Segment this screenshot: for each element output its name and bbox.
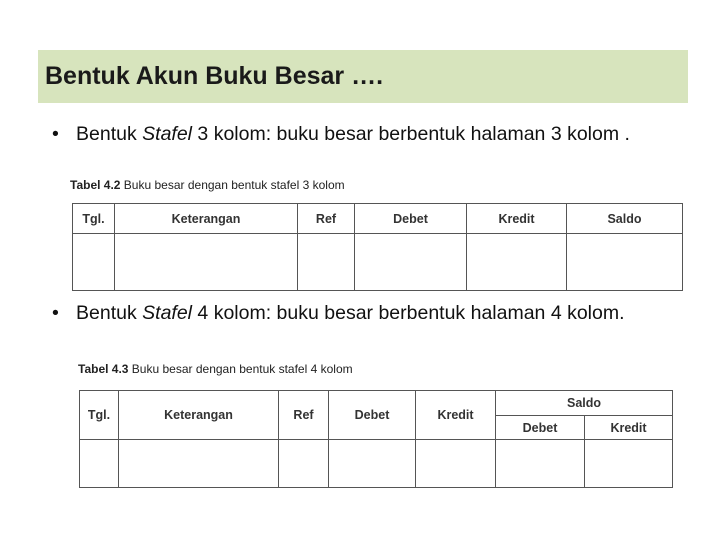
bullet-prefix: Bentuk [76,123,143,145]
table1-caption [70,178,345,192]
header-tgl: Tgl. [73,204,115,234]
table-cell [80,440,119,488]
header-kredit: Kredit [416,391,496,440]
ledger-table-3-column [72,203,683,291]
bullet-emphasis: Stafel [142,123,193,145]
header-saldo-group: Saldo [496,391,673,416]
table-cell [585,440,673,488]
table-cell [119,440,279,488]
table1-caption-label: Tabel 4.2 [70,178,121,192]
header-keterangan: Keterangan [115,204,298,234]
table2-caption-label: Tabel 4.3 [78,362,129,376]
bullet-dot: • [52,302,59,324]
table-cell [355,234,467,291]
table-cell [496,440,585,488]
header-ref: Ref [279,391,329,440]
bullet-text [76,124,652,145]
title-bar [38,50,688,103]
table-cell [467,234,567,291]
bullet-stafel-3 [52,124,652,145]
table-cell [329,440,416,488]
bullet-prefix: Bentuk [76,302,143,324]
ledger-table-4-column [79,390,673,488]
slide-title: Bentuk Akun Buku Besar …. [45,62,384,90]
header-saldo: Saldo [567,204,683,234]
table-cell [298,234,355,291]
table-cell [115,234,298,291]
header-tgl: Tgl. [80,391,119,440]
header-keterangan: Keterangan [119,391,279,440]
table-cell [416,440,496,488]
bullet-suffix: 3 kolom: buku besar berbentuk halaman 3 kolom . [192,123,630,145]
table2-caption-text: Buku besar dengan bentuk stafel 4 kolom [128,362,353,376]
table2-caption [78,362,353,376]
bullet-stafel-4 [52,303,652,324]
header-kredit: Kredit [467,204,567,234]
table-cell [73,234,115,291]
header-ref: Ref [298,204,355,234]
bullet-suffix: 4 kolom: buku besar berbentuk halaman 4 kolom. [192,302,625,324]
table-cell [567,234,683,291]
bullet-emphasis: Stafel [142,302,193,324]
header-saldo-kredit: Kredit [585,416,673,440]
bullet-dot: • [52,123,59,145]
table-cell [279,440,329,488]
table-row [80,440,673,488]
header-debet: Debet [329,391,416,440]
table-row [73,234,683,291]
table1-caption-text: Buku besar dengan bentuk stafel 3 kolom [120,178,345,192]
bullet-text [76,303,652,324]
header-debet: Debet [355,204,467,234]
header-saldo-debet: Debet [496,416,585,440]
